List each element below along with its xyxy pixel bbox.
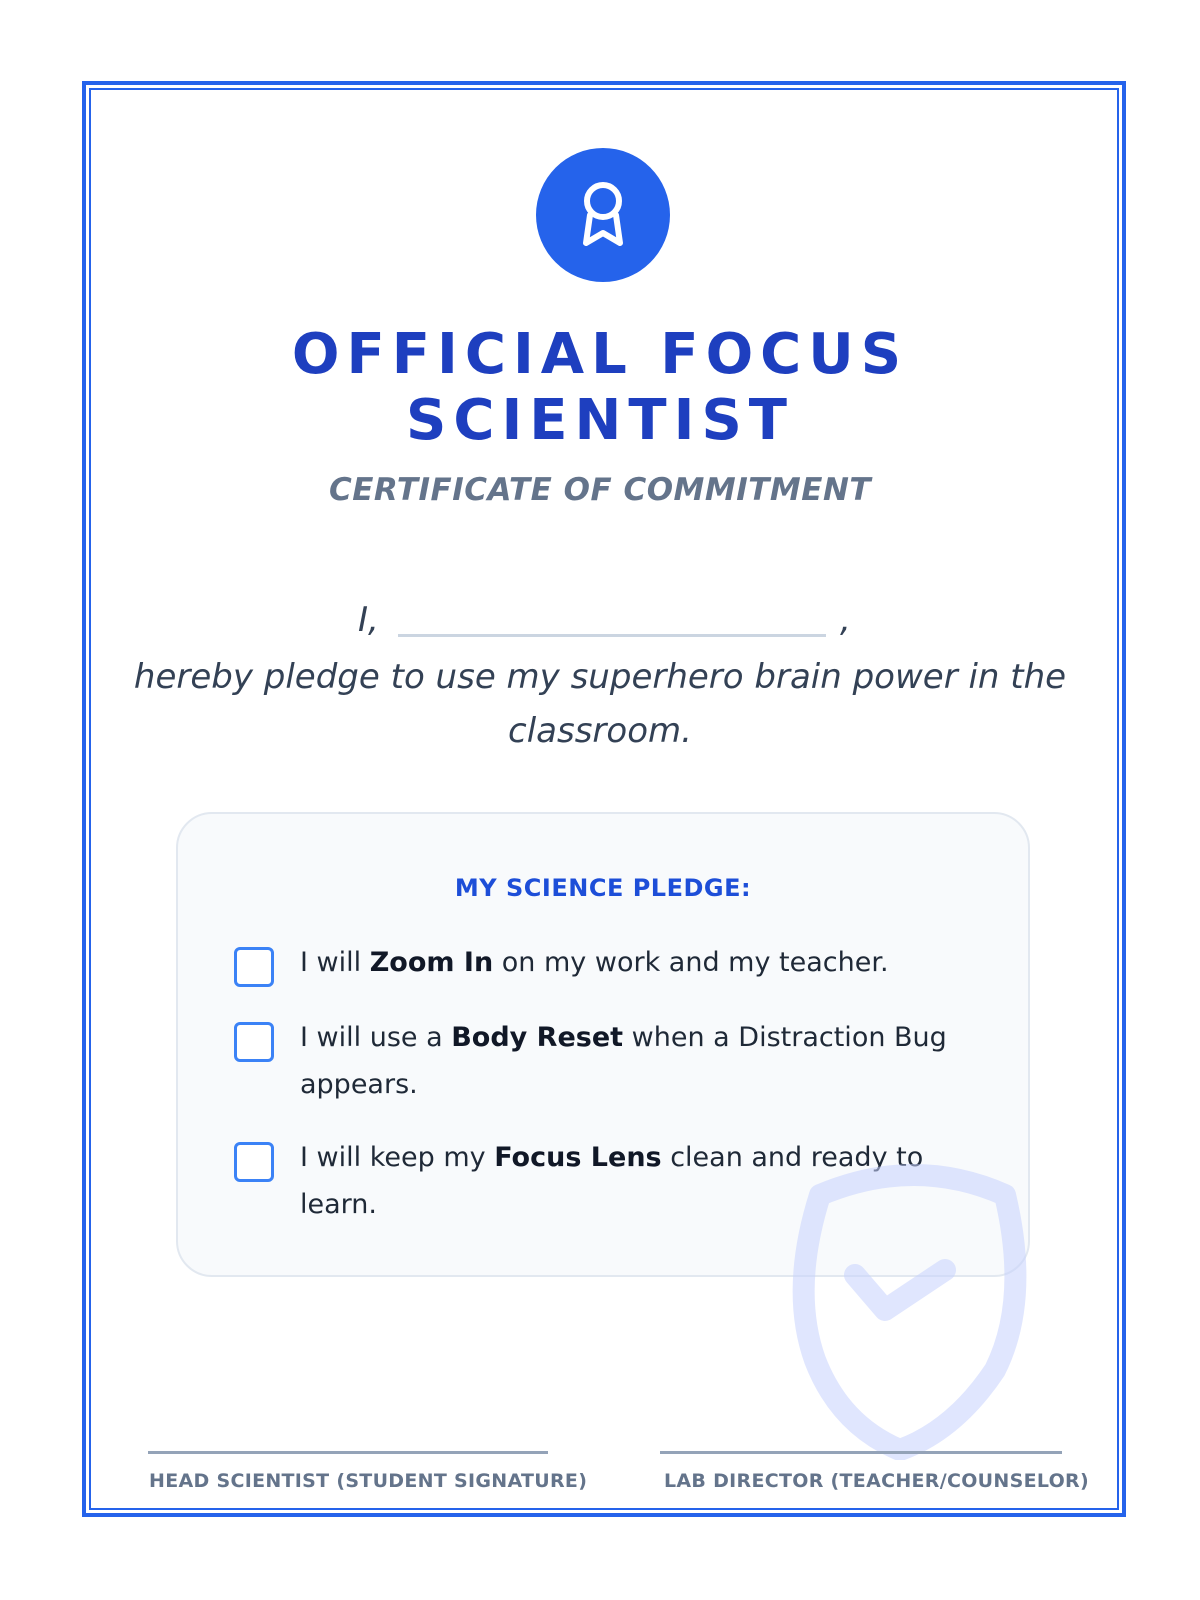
- title-line-2: SCIENTIST: [406, 388, 794, 453]
- pledge-intro: I,: [358, 600, 379, 640]
- pledge-checkbox-2[interactable]: [234, 1022, 274, 1062]
- award-badge: [536, 148, 670, 282]
- pledge-item-text: I will keep my Focus Lens clean and ready to learn.: [300, 1142, 924, 1220]
- pledge-checkbox-1[interactable]: [234, 947, 274, 987]
- student-name-blank[interactable]: [398, 634, 826, 637]
- award-ribbon-icon: [573, 177, 633, 253]
- pledge-item-text: I will use a Body Reset when a Distraction Bug appears.: [300, 1022, 947, 1100]
- pledge-checkbox-3[interactable]: [234, 1142, 274, 1182]
- certificate-subtitle: CERTIFICATE OF COMMITMENT: [328, 472, 872, 508]
- student-signature-label: HEAD SCIENTIST (STUDENT SIGNATURE): [149, 1470, 588, 1492]
- name-pledge-row: [100, 600, 1100, 640]
- pledge-statement: hereby pledge to use my superhero brain power in the classroom.: [133, 657, 1067, 751]
- pledge-item-text: I will Zoom In on my work and my teacher.: [300, 947, 889, 978]
- shield-check-icon: [780, 1160, 1050, 1460]
- title-line-1: OFFICIAL FOCUS: [291, 322, 909, 387]
- teacher-signature-line[interactable]: [660, 1451, 1062, 1454]
- teacher-signature-label: LAB DIRECTOR (TEACHER/COUNSELOR): [664, 1470, 1089, 1492]
- pledge-box-heading: MY SCIENCE PLEDGE:: [454, 874, 752, 902]
- certificate-title: [100, 322, 1100, 454]
- pledge-comma: ,: [840, 600, 851, 640]
- student-signature-line[interactable]: [148, 1451, 548, 1454]
